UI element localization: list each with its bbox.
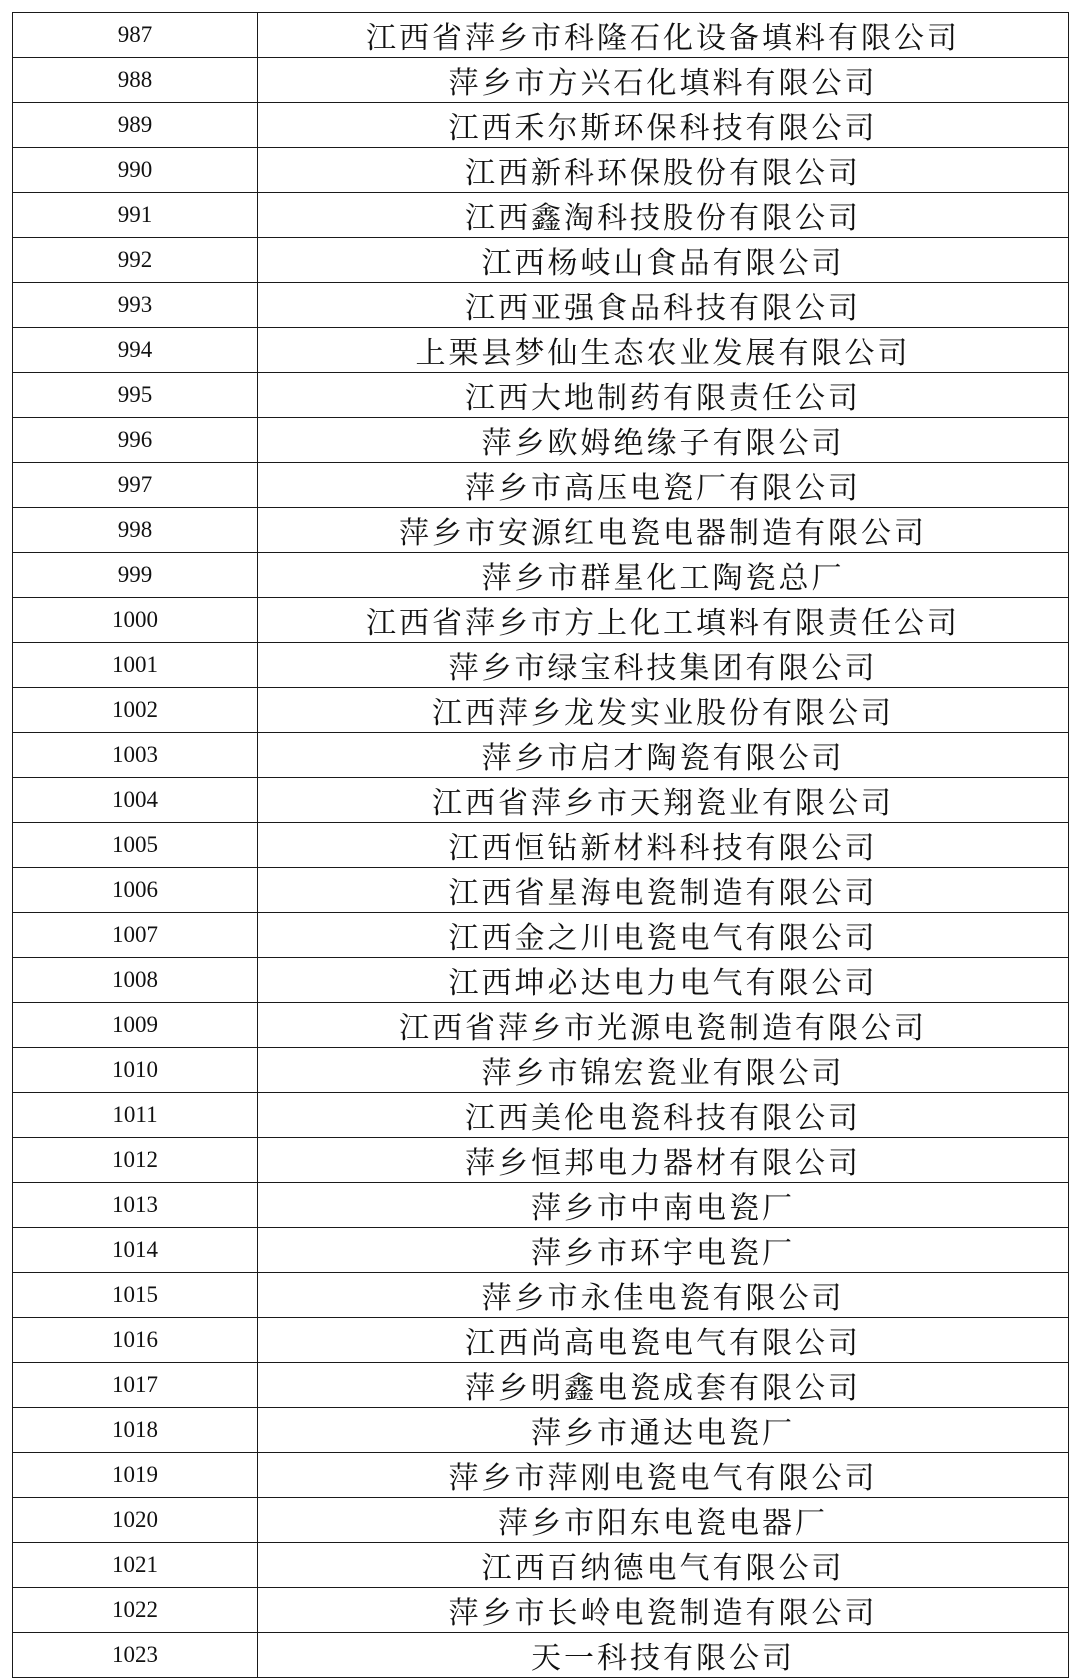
table-row: [13, 1633, 1069, 1678]
table-row: [13, 283, 1069, 328]
row-number: 1001: [13, 643, 258, 688]
company-name: 萍乡市锦宏瓷业有限公司: [258, 1048, 1069, 1093]
row-number: 1022: [13, 1588, 258, 1633]
table-row: [13, 13, 1069, 58]
company-name: 上栗县梦仙生态农业发展有限公司: [258, 328, 1069, 373]
row-number: 1007: [13, 913, 258, 958]
table-row: [13, 1003, 1069, 1048]
row-number: 1023: [13, 1633, 258, 1678]
company-name: 江西大地制药有限责任公司: [258, 373, 1069, 418]
company-list-table: [12, 12, 1069, 1678]
company-name: 江西省星海电瓷制造有限公司: [258, 868, 1069, 913]
row-number: 1006: [13, 868, 258, 913]
company-name: 江西省萍乡市方上化工填料有限责任公司: [258, 598, 1069, 643]
table-body: [13, 13, 1069, 1678]
company-name: 江西尚高电瓷电气有限公司: [258, 1318, 1069, 1363]
company-name: 江西美伦电瓷科技有限公司: [258, 1093, 1069, 1138]
company-name: 萍乡市通达电瓷厂: [258, 1408, 1069, 1453]
row-number: 1003: [13, 733, 258, 778]
company-name: 江西亚强食品科技有限公司: [258, 283, 1069, 328]
company-name: 江西新科环保股份有限公司: [258, 148, 1069, 193]
table-row: [13, 823, 1069, 868]
table-row: [13, 1183, 1069, 1228]
row-number: 999: [13, 553, 258, 598]
row-number: 1016: [13, 1318, 258, 1363]
row-number: 1008: [13, 958, 258, 1003]
company-name: 萍乡市启才陶瓷有限公司: [258, 733, 1069, 778]
row-number: 994: [13, 328, 258, 373]
table-row: [13, 733, 1069, 778]
row-number: 998: [13, 508, 258, 553]
row-number: 996: [13, 418, 258, 463]
table-row: [13, 913, 1069, 958]
table-row: [13, 1408, 1069, 1453]
company-name: 天一科技有限公司: [258, 1633, 1069, 1678]
row-number: 1004: [13, 778, 258, 823]
row-number: 1018: [13, 1408, 258, 1453]
row-number: 987: [13, 13, 258, 58]
row-number: 1019: [13, 1453, 258, 1498]
table-row: [13, 643, 1069, 688]
table-row: [13, 868, 1069, 913]
company-name: 江西坤必达电力电气有限公司: [258, 958, 1069, 1003]
table-row: [13, 508, 1069, 553]
company-list-table-container: [12, 12, 1068, 1678]
table-row: [13, 373, 1069, 418]
row-number: 991: [13, 193, 258, 238]
table-row: [13, 1363, 1069, 1408]
company-name: 萍乡市阳东电瓷电器厂: [258, 1498, 1069, 1543]
company-name: 江西百纳德电气有限公司: [258, 1543, 1069, 1588]
row-number: 997: [13, 463, 258, 508]
company-name: 萍乡恒邦电力器材有限公司: [258, 1138, 1069, 1183]
company-name: 萍乡市绿宝科技集团有限公司: [258, 643, 1069, 688]
company-name: 江西省萍乡市天翔瓷业有限公司: [258, 778, 1069, 823]
table-row: [13, 1138, 1069, 1183]
table-row: [13, 598, 1069, 643]
table-row: [13, 328, 1069, 373]
company-name: 萍乡明鑫电瓷成套有限公司: [258, 1363, 1069, 1408]
table-row: [13, 778, 1069, 823]
row-number: 989: [13, 103, 258, 148]
row-number: 990: [13, 148, 258, 193]
table-row: [13, 463, 1069, 508]
table-row: [13, 1543, 1069, 1588]
row-number: 1017: [13, 1363, 258, 1408]
table-row: [13, 58, 1069, 103]
company-name: 萍乡欧姆绝缘子有限公司: [258, 418, 1069, 463]
company-name: 江西萍乡龙发实业股份有限公司: [258, 688, 1069, 733]
table-row: [13, 1318, 1069, 1363]
row-number: 1014: [13, 1228, 258, 1273]
row-number: 995: [13, 373, 258, 418]
table-row: [13, 1228, 1069, 1273]
row-number: 1010: [13, 1048, 258, 1093]
row-number: 993: [13, 283, 258, 328]
row-number: 1009: [13, 1003, 258, 1048]
table-row: [13, 688, 1069, 733]
row-number: 992: [13, 238, 258, 283]
company-name: 萍乡市方兴石化填料有限公司: [258, 58, 1069, 103]
company-name: 江西禾尔斯环保科技有限公司: [258, 103, 1069, 148]
company-name: 江西恒钻新材料科技有限公司: [258, 823, 1069, 868]
row-number: 1012: [13, 1138, 258, 1183]
table-row: [13, 238, 1069, 283]
company-name: 萍乡市安源红电瓷电器制造有限公司: [258, 508, 1069, 553]
table-row: [13, 1588, 1069, 1633]
table-row: [13, 553, 1069, 598]
company-name: 江西省萍乡市光源电瓷制造有限公司: [258, 1003, 1069, 1048]
table-row: [13, 418, 1069, 463]
table-row: [13, 958, 1069, 1003]
row-number: 1005: [13, 823, 258, 868]
row-number: 988: [13, 58, 258, 103]
row-number: 1002: [13, 688, 258, 733]
company-name: 江西金之川电瓷电气有限公司: [258, 913, 1069, 958]
row-number: 1013: [13, 1183, 258, 1228]
company-name: 萍乡市永佳电瓷有限公司: [258, 1273, 1069, 1318]
table-row: [13, 1498, 1069, 1543]
table-row: [13, 1093, 1069, 1138]
company-name: 萍乡市环宇电瓷厂: [258, 1228, 1069, 1273]
company-name: 江西省萍乡市科隆石化设备填料有限公司: [258, 13, 1069, 58]
row-number: 1000: [13, 598, 258, 643]
table-row: [13, 1048, 1069, 1093]
company-name: 萍乡市长岭电瓷制造有限公司: [258, 1588, 1069, 1633]
company-name: 萍乡市高压电瓷厂有限公司: [258, 463, 1069, 508]
table-row: [13, 1273, 1069, 1318]
company-name: 萍乡市萍刚电瓷电气有限公司: [258, 1453, 1069, 1498]
row-number: 1015: [13, 1273, 258, 1318]
table-row: [13, 148, 1069, 193]
table-row: [13, 193, 1069, 238]
row-number: 1020: [13, 1498, 258, 1543]
row-number: 1021: [13, 1543, 258, 1588]
company-name: 萍乡市中南电瓷厂: [258, 1183, 1069, 1228]
row-number: 1011: [13, 1093, 258, 1138]
company-name: 萍乡市群星化工陶瓷总厂: [258, 553, 1069, 598]
table-row: [13, 1453, 1069, 1498]
company-name: 江西鑫淘科技股份有限公司: [258, 193, 1069, 238]
table-row: [13, 103, 1069, 148]
company-name: 江西杨岐山食品有限公司: [258, 238, 1069, 283]
